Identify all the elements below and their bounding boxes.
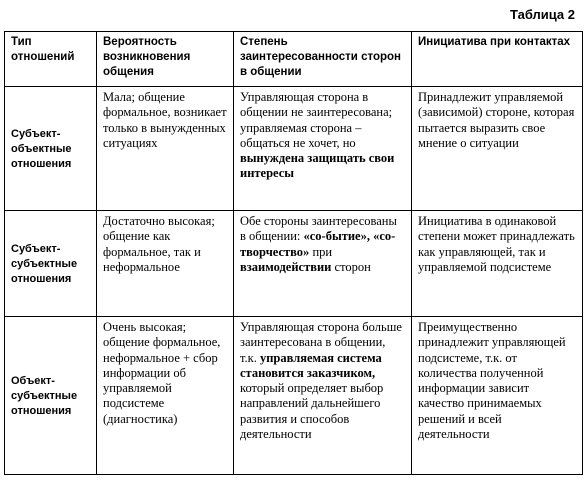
header-initiative: Инициатива при контактах [412, 32, 583, 87]
interest-emphasis: взаимодействии [240, 259, 332, 274]
table-header-row [5, 32, 583, 87]
table-row [5, 87, 583, 211]
table-caption: Таблица 2 [509, 7, 575, 22]
table-row [5, 211, 583, 317]
relation-type-cell: Объект-субъектные отношения [5, 317, 97, 475]
relations-table [4, 31, 583, 475]
relation-type-cell: Субъект-объектные отношения [5, 87, 97, 211]
initiative-cell: Принадлежит управляемой (зависимой) стороне, которая пытается выразить свое мнение о ситуации [412, 87, 583, 211]
table-row [5, 317, 583, 475]
interest-text: Управляющая сторона больше заинтересована в общении, т.к. [240, 320, 402, 365]
probability-cell: Мала; общение формальное, возникает только в вынужденных ситуациях [97, 87, 234, 211]
relation-type-cell: Субъект-субъектные отношения [5, 211, 97, 317]
header-interest: Степень заинтересованности сторон в общении [234, 32, 412, 87]
probability-cell: Достаточно высокая; общение как формальное, так и неформальное [97, 211, 234, 317]
interest-cell [234, 317, 412, 475]
interest-cell [234, 87, 412, 211]
interest-text: который определяет выбор направлений дальнейшего развития и способов деятельности [240, 381, 384, 442]
interest-emphasis: вынуждена защищать свои интересы [240, 151, 395, 181]
initiative-cell: Преимущественно принадлежит управляющей подсистеме, т.к. от количества полученной информации зависит качество принимаемых решений и всей деятельности [412, 317, 583, 475]
interest-emphasis: управляемая система становится заказчиком, [240, 350, 382, 380]
interest-text: Управляющая сторона в общении не заинтересована; управляемая сторона – общаться не хочет, но [240, 90, 393, 150]
interest-text: сторон [334, 259, 371, 274]
interest-emphasis: «со-творчество» [240, 229, 396, 259]
interest-emphasis: «со-бытие», [303, 229, 370, 244]
interest-text: при [312, 244, 333, 259]
initiative-cell: Инициатива в одинаковой степени может принадлежать как управляющей, так и управляемой подсистеме [412, 211, 583, 317]
interest-text: Обе стороны заинтересованы в общении: [240, 214, 397, 244]
header-probability: Вероятность возникновения общения [97, 32, 234, 87]
header-relation-type: Тип отношений [5, 32, 97, 87]
interest-cell [234, 211, 412, 317]
probability-cell: Очень высокая; общение формальное, неформальное + сбор информации об управляемой подсистеме (диагностика) [97, 317, 234, 475]
